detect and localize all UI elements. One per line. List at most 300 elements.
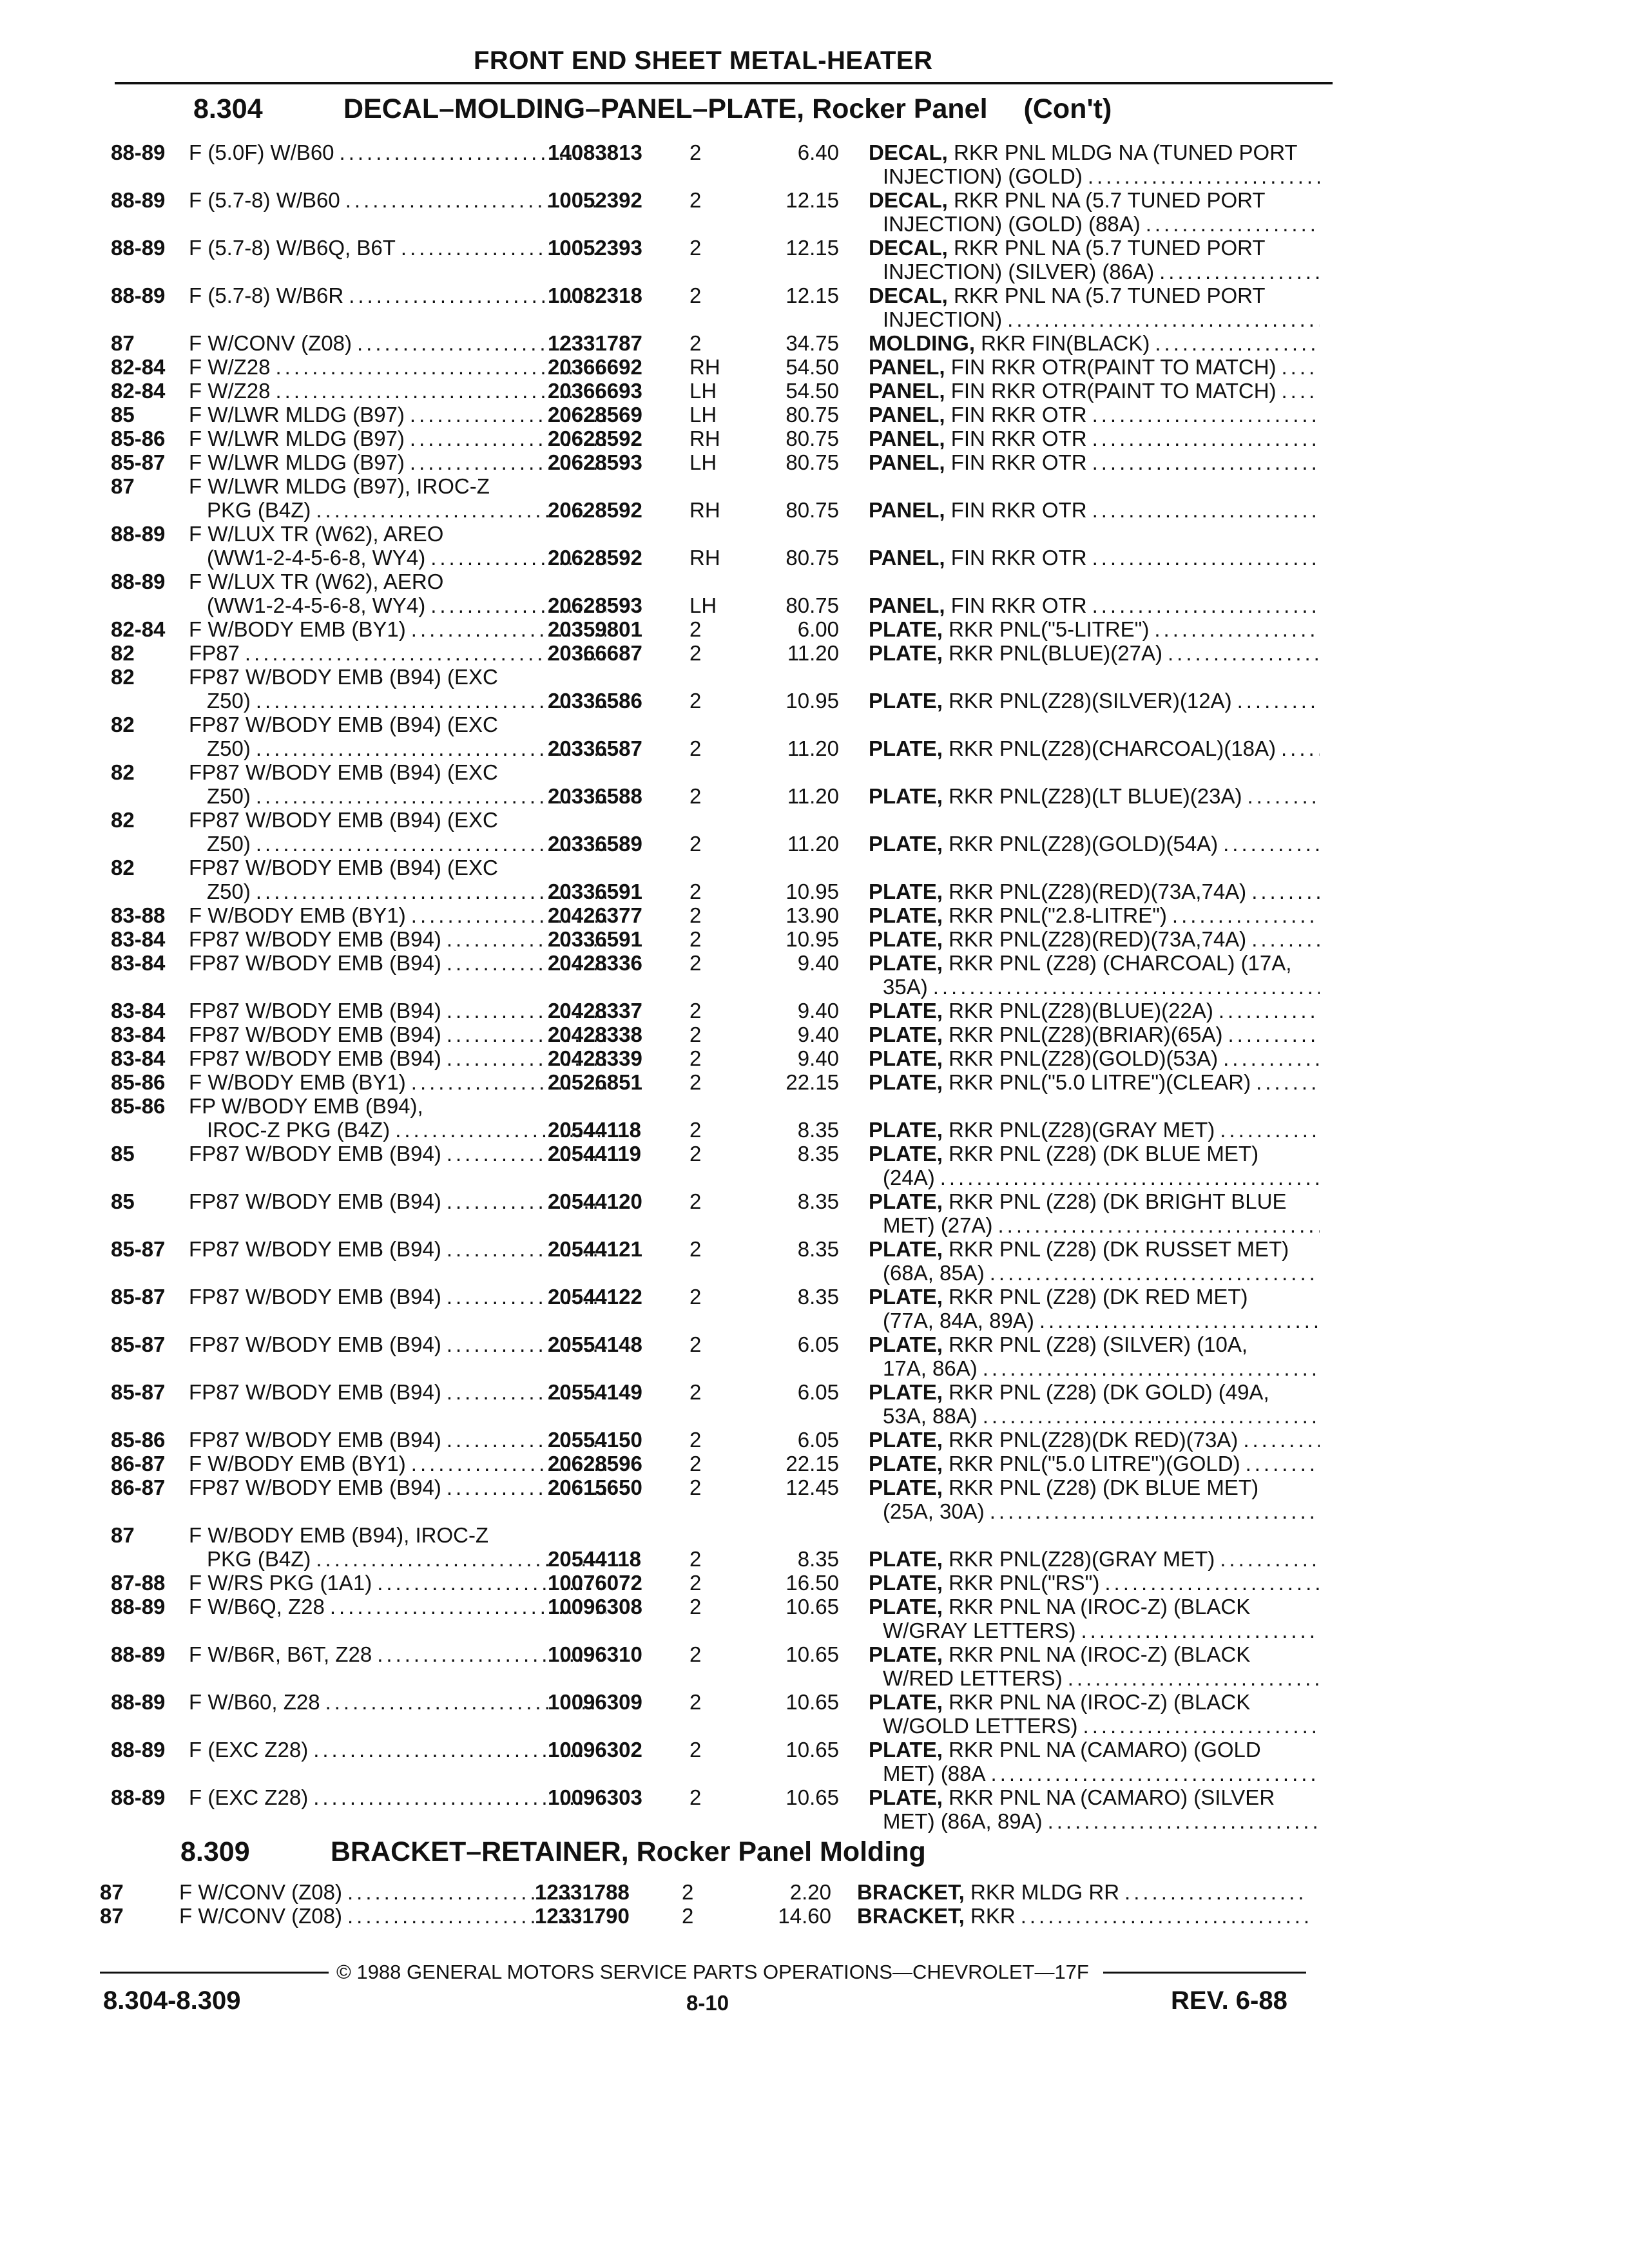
description-text: PLATE, RKR PNL("5.0 LITRE")(CLEAR) ..... xyxy=(869,1070,1320,1094)
table-row xyxy=(0,522,1629,570)
application-text: F W/B60, Z28 ..... xyxy=(189,1690,606,1714)
description-text: MET) (88A ..... xyxy=(883,1762,1320,1785)
application-text: F (5.7-8) W/B60 ..... xyxy=(189,188,606,212)
page-title: FRONT END SHEET METAL-HEATER xyxy=(474,46,933,75)
description-text: PLATE, RKR PNL(BLUE)(27A) ..... xyxy=(869,641,1320,665)
description-type: PLATE, xyxy=(869,1785,943,1809)
application-text: F W/BODY EMB (BY1) ..... xyxy=(189,617,606,641)
description-text: (24A) ..... xyxy=(883,1166,1320,1189)
model-years: 83-88 xyxy=(111,903,166,927)
description-type: PLATE, xyxy=(869,689,943,713)
table-row xyxy=(0,617,1629,641)
table-row xyxy=(0,1332,1629,1380)
price: 9.40 xyxy=(797,1046,839,1070)
description-type: BRACKET, xyxy=(857,1880,965,1904)
table-row xyxy=(0,1428,1629,1452)
price: 11.20 xyxy=(787,832,839,856)
description-text: PANEL, FIN RKR OTR ..... xyxy=(869,593,1320,617)
description-type: PANEL, xyxy=(869,593,945,617)
price: 6.05 xyxy=(797,1332,839,1356)
application-text: F W/LWR MLDG (B97) ..... xyxy=(189,450,606,474)
description-text: W/RED LETTERS) ..... xyxy=(883,1666,1320,1690)
model-years: 85-86 xyxy=(111,1070,166,1094)
application-text: (WW1-2-4-5-6-8, WY4) ..... xyxy=(207,546,606,570)
price: 12.15 xyxy=(786,236,839,260)
quantity: 2 xyxy=(689,331,702,355)
quantity: 2 xyxy=(689,689,702,713)
description-text: BRACKET, RKR MLDG RR ..... xyxy=(857,1880,1308,1904)
price: 12.15 xyxy=(786,188,839,212)
application-text: F W/BODY EMB (BY1) ..... xyxy=(189,1070,606,1094)
price: 8.35 xyxy=(797,1118,839,1142)
table-row xyxy=(0,999,1629,1023)
part-number: 20366692 xyxy=(548,355,642,379)
description-text: PLATE, RKR PNL NA (IROC-Z) (BLACK xyxy=(869,1690,1251,1714)
description-text: PLATE, RKR PNL (Z28) (DK RED MET) xyxy=(869,1285,1248,1309)
description-type: PANEL, xyxy=(869,546,945,570)
application-text: Z50) ..... xyxy=(207,832,606,856)
description-text: 17A, 86A) ..... xyxy=(883,1356,1320,1380)
quantity: 2 xyxy=(689,1189,702,1213)
quantity: 2 xyxy=(689,1595,702,1619)
copyright-text: © 1988 GENERAL MOTORS SERVICE PARTS OPERATIONS—CHEVROLET—17F xyxy=(336,1961,1089,1983)
description-type: PANEL, xyxy=(869,450,945,474)
table-row xyxy=(0,1690,1629,1738)
price: 10.65 xyxy=(786,1642,839,1666)
description-text: PANEL, FIN RKR OTR ..... xyxy=(869,427,1320,450)
model-years: 85-87 xyxy=(111,1380,166,1404)
application-text: Z50) ..... xyxy=(207,784,606,808)
price: 80.75 xyxy=(786,427,839,450)
part-number: 20628569 xyxy=(548,403,642,427)
price: 10.95 xyxy=(786,879,839,903)
description-text: (25A, 30A) ..... xyxy=(883,1499,1320,1523)
quantity: 2 xyxy=(689,1785,702,1809)
model-years: 82-84 xyxy=(111,355,166,379)
part-number: 20554150 xyxy=(548,1428,642,1452)
description-type: PLATE, xyxy=(869,736,943,760)
price: 6.05 xyxy=(797,1380,839,1404)
model-years: 88-89 xyxy=(111,1738,166,1762)
price: 10.95 xyxy=(786,927,839,951)
description-text: PLATE, RKR PNL (Z28) (DK BLUE MET) xyxy=(869,1142,1259,1166)
description-text: MET) (27A) ..... xyxy=(883,1213,1320,1237)
table-row xyxy=(0,1571,1629,1595)
price: 16.50 xyxy=(786,1571,839,1595)
description-text: PANEL, FIN RKR OTR(PAINT TO MATCH) ..... xyxy=(869,355,1320,379)
application-text: F W/LWR MLDG (B97) ..... xyxy=(189,403,606,427)
description-text: PLATE, RKR PNL("RS") ..... xyxy=(869,1571,1320,1595)
quantity: 2 xyxy=(689,1285,702,1309)
model-years: 85-86 xyxy=(111,1094,166,1118)
quantity: 2 xyxy=(689,1046,702,1070)
description-type: DECAL, xyxy=(869,140,948,164)
model-years: 85 xyxy=(111,1142,135,1166)
application-text: Z50) ..... xyxy=(207,879,606,903)
model-years: 85-87 xyxy=(111,1332,166,1356)
application-text: FP87 W/BODY EMB (B94) ..... xyxy=(189,999,606,1023)
part-number: 20359801 xyxy=(548,617,642,641)
model-years: 82 xyxy=(111,713,135,736)
price: 8.35 xyxy=(797,1189,839,1213)
model-years: 88-89 xyxy=(111,140,166,164)
price: 22.15 xyxy=(786,1070,839,1094)
model-years: 88-89 xyxy=(111,1690,166,1714)
model-years: 88-89 xyxy=(111,522,166,546)
application-text: FP87 W/BODY EMB (B94) ..... xyxy=(189,1142,606,1166)
application-text: F W/B6Q, Z28 ..... xyxy=(189,1595,606,1619)
description-text: INJECTION) (SILVER) (86A) ..... xyxy=(883,260,1320,284)
quantity: 2 xyxy=(689,999,702,1023)
table-row xyxy=(0,951,1629,999)
table-row xyxy=(0,1380,1629,1428)
description-text: PLATE, RKR PNL(Z28)(GOLD)(54A) ..... xyxy=(869,832,1320,856)
application-text: FP87 W/BODY EMB (B94) ..... xyxy=(189,1332,606,1356)
quantity: 2 xyxy=(682,1880,694,1904)
application-text: F W/CONV (Z08) ..... xyxy=(189,331,606,355)
price: 12.15 xyxy=(786,284,839,307)
model-years: 86-87 xyxy=(111,1475,166,1499)
part-number: 20336586 xyxy=(548,689,642,713)
part-number: 20554149 xyxy=(548,1380,642,1404)
description-type: PLATE, xyxy=(869,832,943,856)
model-years: 86-87 xyxy=(111,1452,166,1475)
part-number: 10096303 xyxy=(548,1785,642,1809)
description-type: PLATE, xyxy=(869,641,943,665)
table-row xyxy=(0,331,1629,355)
description-text: PANEL, FIN RKR OTR ..... xyxy=(869,546,1320,570)
quantity: LH xyxy=(689,450,717,474)
description-text: PLATE, RKR PNL (Z28) (DK BLUE MET) xyxy=(869,1475,1259,1499)
application-text: F W/B6R, B6T, Z28 ..... xyxy=(189,1642,606,1666)
application-text: FP87 W/BODY EMB (B94) (EXC xyxy=(189,808,498,832)
part-number: 10082318 xyxy=(548,284,642,307)
description-type: PLATE, xyxy=(869,1046,943,1070)
description-text: PLATE, RKR PNL (Z28) (DK RUSSET MET) xyxy=(869,1237,1289,1261)
price: 11.20 xyxy=(787,641,839,665)
quantity: 2 xyxy=(689,617,702,641)
application-text: F W/LWR MLDG (B97), IROC-Z xyxy=(189,474,490,498)
description-type: PLATE, xyxy=(869,1189,943,1213)
description-text: PLATE, RKR PNL (Z28) (CHARCOAL) (17A, xyxy=(869,951,1292,975)
price: 80.75 xyxy=(786,546,839,570)
application-text: FP87 W/BODY EMB (B94) ..... xyxy=(189,1428,606,1452)
application-text: FP87 W/BODY EMB (B94) ..... xyxy=(189,1380,606,1404)
table-row xyxy=(0,1046,1629,1070)
part-number: 20628592 xyxy=(548,498,642,522)
description-type: DECAL, xyxy=(869,236,948,260)
table-row xyxy=(0,1880,1629,1904)
price: 6.40 xyxy=(797,140,839,164)
table-row xyxy=(0,1642,1629,1690)
table-row xyxy=(0,379,1629,403)
quantity: RH xyxy=(689,427,720,450)
description-text: PLATE, RKR PNL(Z28)(GOLD)(53A) ..... xyxy=(869,1046,1320,1070)
quantity: 2 xyxy=(682,1904,694,1928)
price: 10.65 xyxy=(786,1738,839,1762)
application-text: F W/BODY EMB (B94), IROC-Z xyxy=(189,1523,489,1547)
model-years: 82-84 xyxy=(111,617,166,641)
part-number: 10052392 xyxy=(548,188,642,212)
application-text: F (5.0F) W/B60 ..... xyxy=(189,140,606,164)
table-row xyxy=(0,140,1629,188)
price: 10.65 xyxy=(786,1595,839,1619)
description-type: PLATE, xyxy=(869,1547,943,1571)
description-text: PLATE, RKR PNL("5.0 LITRE")(GOLD) ..... xyxy=(869,1452,1320,1475)
model-years: 85 xyxy=(111,1189,135,1213)
section-range: 8.304-8.309 xyxy=(103,1986,241,2015)
description-text: PLATE, RKR PNL (Z28) (SILVER) (10A, xyxy=(869,1332,1248,1356)
application-text: Z50) ..... xyxy=(207,736,606,760)
quantity: 2 xyxy=(689,951,702,975)
part-number: 20336587 xyxy=(548,736,642,760)
table-row xyxy=(0,427,1629,450)
description-text: PLATE, RKR PNL NA (CAMARO) (GOLD xyxy=(869,1738,1261,1762)
price: 34.75 xyxy=(786,331,839,355)
model-years: 85-87 xyxy=(111,450,166,474)
description-type: PLATE, xyxy=(869,1475,943,1499)
description-type: PLATE, xyxy=(869,784,943,808)
description-text: PANEL, FIN RKR OTR ..... xyxy=(869,498,1320,522)
part-number: 20336591 xyxy=(548,879,642,903)
description-type: PANEL, xyxy=(869,379,945,403)
part-number: 20428337 xyxy=(548,999,642,1023)
section-heading xyxy=(180,1836,926,1868)
description-type: PLATE, xyxy=(869,1452,943,1475)
model-years: 87 xyxy=(100,1880,124,1904)
model-years: 82 xyxy=(111,808,135,832)
model-years: 85-86 xyxy=(111,427,166,450)
description-text: DECAL, RKR PNL NA (5.7 TUNED PORT xyxy=(869,236,1266,260)
description-text: 53A, 88A) ..... xyxy=(883,1404,1320,1428)
description-type: DECAL, xyxy=(869,188,948,212)
quantity: 2 xyxy=(689,1332,702,1356)
price: 9.40 xyxy=(797,951,839,975)
quantity: 2 xyxy=(689,1642,702,1666)
part-number: 10096309 xyxy=(548,1690,642,1714)
table-row xyxy=(0,236,1629,284)
description-type: PLATE, xyxy=(869,1332,943,1356)
description-text: PLATE, RKR PNL(Z28)(RED)(73A,74A) ..... xyxy=(869,927,1320,951)
description-text: MET) (86A, 89A) ..... xyxy=(883,1809,1320,1833)
application-text: F W/LWR MLDG (B97) ..... xyxy=(189,427,606,450)
application-text: FP87 W/BODY EMB (B94) (EXC xyxy=(189,856,498,879)
description-type: PLATE, xyxy=(869,1237,943,1261)
section-number: 8.309 xyxy=(180,1836,250,1867)
part-number: 20544120 xyxy=(548,1189,642,1213)
model-years: 87 xyxy=(100,1904,124,1928)
price: 12.45 xyxy=(786,1475,839,1499)
application-text: PKG (B4Z) ..... xyxy=(207,498,606,522)
table-row xyxy=(0,284,1629,331)
model-years: 88-89 xyxy=(111,1785,166,1809)
description-type: PLATE, xyxy=(869,1380,943,1404)
table-row xyxy=(0,1785,1629,1833)
description-text: PLATE, RKR PNL(Z28)(LT BLUE)(23A) ..... xyxy=(869,784,1320,808)
page-number: 8-10 xyxy=(686,1991,729,2015)
model-years: 83-84 xyxy=(111,1023,166,1046)
quantity: 2 xyxy=(689,1452,702,1475)
model-years: 83-84 xyxy=(111,927,166,951)
table-row xyxy=(0,1738,1629,1785)
quantity: 2 xyxy=(689,1380,702,1404)
table-row xyxy=(0,1475,1629,1523)
price: 9.40 xyxy=(797,999,839,1023)
quantity: 2 xyxy=(689,784,702,808)
description-text: INJECTION) (GOLD) ..... xyxy=(883,164,1320,188)
header-rule xyxy=(115,82,1333,84)
table-row xyxy=(0,1070,1629,1094)
description-text: INJECTION) (GOLD) (88A) ..... xyxy=(883,212,1320,236)
quantity: 2 xyxy=(689,736,702,760)
application-text: FP W/BODY EMB (B94), xyxy=(189,1094,423,1118)
part-number: 20428336 xyxy=(548,951,642,975)
price: 9.40 xyxy=(797,1023,839,1046)
description-type: PLATE, xyxy=(869,927,943,951)
quantity: 2 xyxy=(689,236,702,260)
application-text: FP87 ..... xyxy=(189,641,606,665)
application-text: (WW1-2-4-5-6-8, WY4) ..... xyxy=(207,593,606,617)
description-type: PLATE, xyxy=(869,1023,943,1046)
application-text: FP87 W/BODY EMB (B94) (EXC xyxy=(189,760,498,784)
quantity: RH xyxy=(689,355,720,379)
part-number: 20544122 xyxy=(548,1285,642,1309)
table-row xyxy=(0,856,1629,903)
application-text: F W/BODY EMB (BY1) ..... xyxy=(189,903,606,927)
table-row xyxy=(0,665,1629,713)
model-years: 82-84 xyxy=(111,379,166,403)
model-years: 85-87 xyxy=(111,1237,166,1261)
description-text: 35A) ..... xyxy=(883,975,1320,999)
description-text: DECAL, RKR PNL NA (5.7 TUNED PORT xyxy=(869,284,1266,307)
section-title: BRACKET–RETAINER, Rocker Panel Molding xyxy=(331,1836,926,1867)
application-text: FP87 W/BODY EMB (B94) ..... xyxy=(189,951,606,975)
application-text: F (EXC Z28) ..... xyxy=(189,1785,606,1809)
description-text: DECAL, RKR PNL NA (5.7 TUNED PORT xyxy=(869,188,1266,212)
part-number: 20554148 xyxy=(548,1332,642,1356)
model-years: 83-84 xyxy=(111,999,166,1023)
model-years: 87-88 xyxy=(111,1571,166,1595)
price: 10.65 xyxy=(786,1690,839,1714)
description-type: PLATE, xyxy=(869,999,943,1023)
application-text: F W/Z28 ..... xyxy=(189,355,606,379)
section-continued: (Con't) xyxy=(1023,93,1112,124)
application-text: FP87 W/BODY EMB (B94) ..... xyxy=(189,1475,606,1499)
description-type: PLATE, xyxy=(869,1738,943,1762)
quantity: LH xyxy=(689,593,717,617)
description-type: PLATE, xyxy=(869,1642,943,1666)
part-number: 20628592 xyxy=(548,427,642,450)
table-row xyxy=(0,474,1629,522)
application-text: F (5.7-8) W/B6R ..... xyxy=(189,284,606,307)
model-years: 82 xyxy=(111,856,135,879)
table-row xyxy=(0,713,1629,760)
quantity: 2 xyxy=(689,1070,702,1094)
model-years: 82 xyxy=(111,760,135,784)
model-years: 82 xyxy=(111,665,135,689)
quantity: RH xyxy=(689,546,720,570)
description-text: PANEL, FIN RKR OTR ..... xyxy=(869,403,1320,427)
section-heading xyxy=(193,93,1112,125)
description-text: PLATE, RKR PNL(Z28)(DK RED)(73A) ..... xyxy=(869,1428,1320,1452)
quantity: 2 xyxy=(689,927,702,951)
price: 8.35 xyxy=(797,1547,839,1571)
quantity: 2 xyxy=(689,1690,702,1714)
description-text: PLATE, RKR PNL("2.8-LITRE") ..... xyxy=(869,903,1320,927)
description-text: PLATE, RKR PNL NA (CAMARO) (SILVER xyxy=(869,1785,1275,1809)
revision: REV. 6-88 xyxy=(1171,1986,1287,2015)
table-row xyxy=(0,1023,1629,1046)
price: 14.60 xyxy=(778,1904,831,1928)
price: 2.20 xyxy=(789,1880,831,1904)
table-row xyxy=(0,760,1629,808)
description-type: PLATE, xyxy=(869,1285,943,1309)
price: 10.95 xyxy=(786,689,839,713)
application-text: F W/LUX TR (W62), AERO xyxy=(189,570,444,593)
application-text: F W/CONV (Z08) ..... xyxy=(179,1880,597,1904)
model-years: 88-89 xyxy=(111,570,166,593)
description-text: PLATE, RKR PNL(Z28)(GRAY MET) ..... xyxy=(869,1547,1320,1571)
description-type: PLATE, xyxy=(869,1428,943,1452)
table-row xyxy=(0,927,1629,951)
description-text: (77A, 84A, 89A) ..... xyxy=(883,1309,1320,1332)
quantity: 2 xyxy=(689,1547,702,1571)
description-text: PANEL, FIN RKR OTR(PAINT TO MATCH) ..... xyxy=(869,379,1320,403)
part-number: 20628596 xyxy=(548,1452,642,1475)
description-text: MOLDING, RKR FIN(BLACK) ..... xyxy=(869,331,1320,355)
part-number: 20544118 xyxy=(548,1118,642,1142)
application-text: F (5.7-8) W/B6Q, B6T ..... xyxy=(189,236,606,260)
description-type: PLATE, xyxy=(869,1595,943,1619)
quantity: 2 xyxy=(689,188,702,212)
part-number: 20366687 xyxy=(548,641,642,665)
part-number: 20544119 xyxy=(548,1142,642,1166)
description-type: PLATE, xyxy=(869,1070,943,1094)
description-type: PLATE, xyxy=(869,1118,943,1142)
table-row xyxy=(0,1452,1629,1475)
part-number: 20628592 xyxy=(548,546,642,570)
description-type: PLATE, xyxy=(869,1690,943,1714)
description-text: DECAL, RKR PNL MLDG NA (TUNED PORT xyxy=(869,140,1298,164)
part-number: 20544118 xyxy=(548,1547,642,1571)
quantity: 2 xyxy=(689,1237,702,1261)
description-type: BRACKET, xyxy=(857,1904,965,1928)
part-number: 20544121 xyxy=(548,1237,642,1261)
table-row xyxy=(0,1142,1629,1189)
model-years: 88-89 xyxy=(111,188,166,212)
price: 10.65 xyxy=(786,1785,839,1809)
table-row xyxy=(0,1523,1629,1571)
description-type: PANEL, xyxy=(869,427,945,450)
application-text: F W/LUX TR (W62), AREO xyxy=(189,522,444,546)
part-number: 14083813 xyxy=(548,140,642,164)
description-type: PLATE, xyxy=(869,1571,943,1595)
application-text: F W/CONV (Z08) ..... xyxy=(179,1904,597,1928)
description-text: PLATE, RKR PNL(Z28)(BLUE)(22A) ..... xyxy=(869,999,1320,1023)
quantity: LH xyxy=(689,379,717,403)
description-type: PLATE, xyxy=(869,1142,943,1166)
model-years: 88-89 xyxy=(111,1642,166,1666)
application-text: FP87 W/BODY EMB (B94) (EXC xyxy=(189,665,498,689)
part-number: 20428338 xyxy=(548,1023,642,1046)
quantity: 2 xyxy=(689,879,702,903)
description-text: PLATE, RKR PNL (Z28) (DK GOLD) (49A, xyxy=(869,1380,1269,1404)
table-row xyxy=(0,450,1629,474)
description-type: PANEL, xyxy=(869,355,945,379)
part-number: 20336591 xyxy=(548,927,642,951)
description-text: PLATE, RKR PNL(Z28)(SILVER)(12A) ..... xyxy=(869,689,1320,713)
description-type: PLATE, xyxy=(869,903,943,927)
